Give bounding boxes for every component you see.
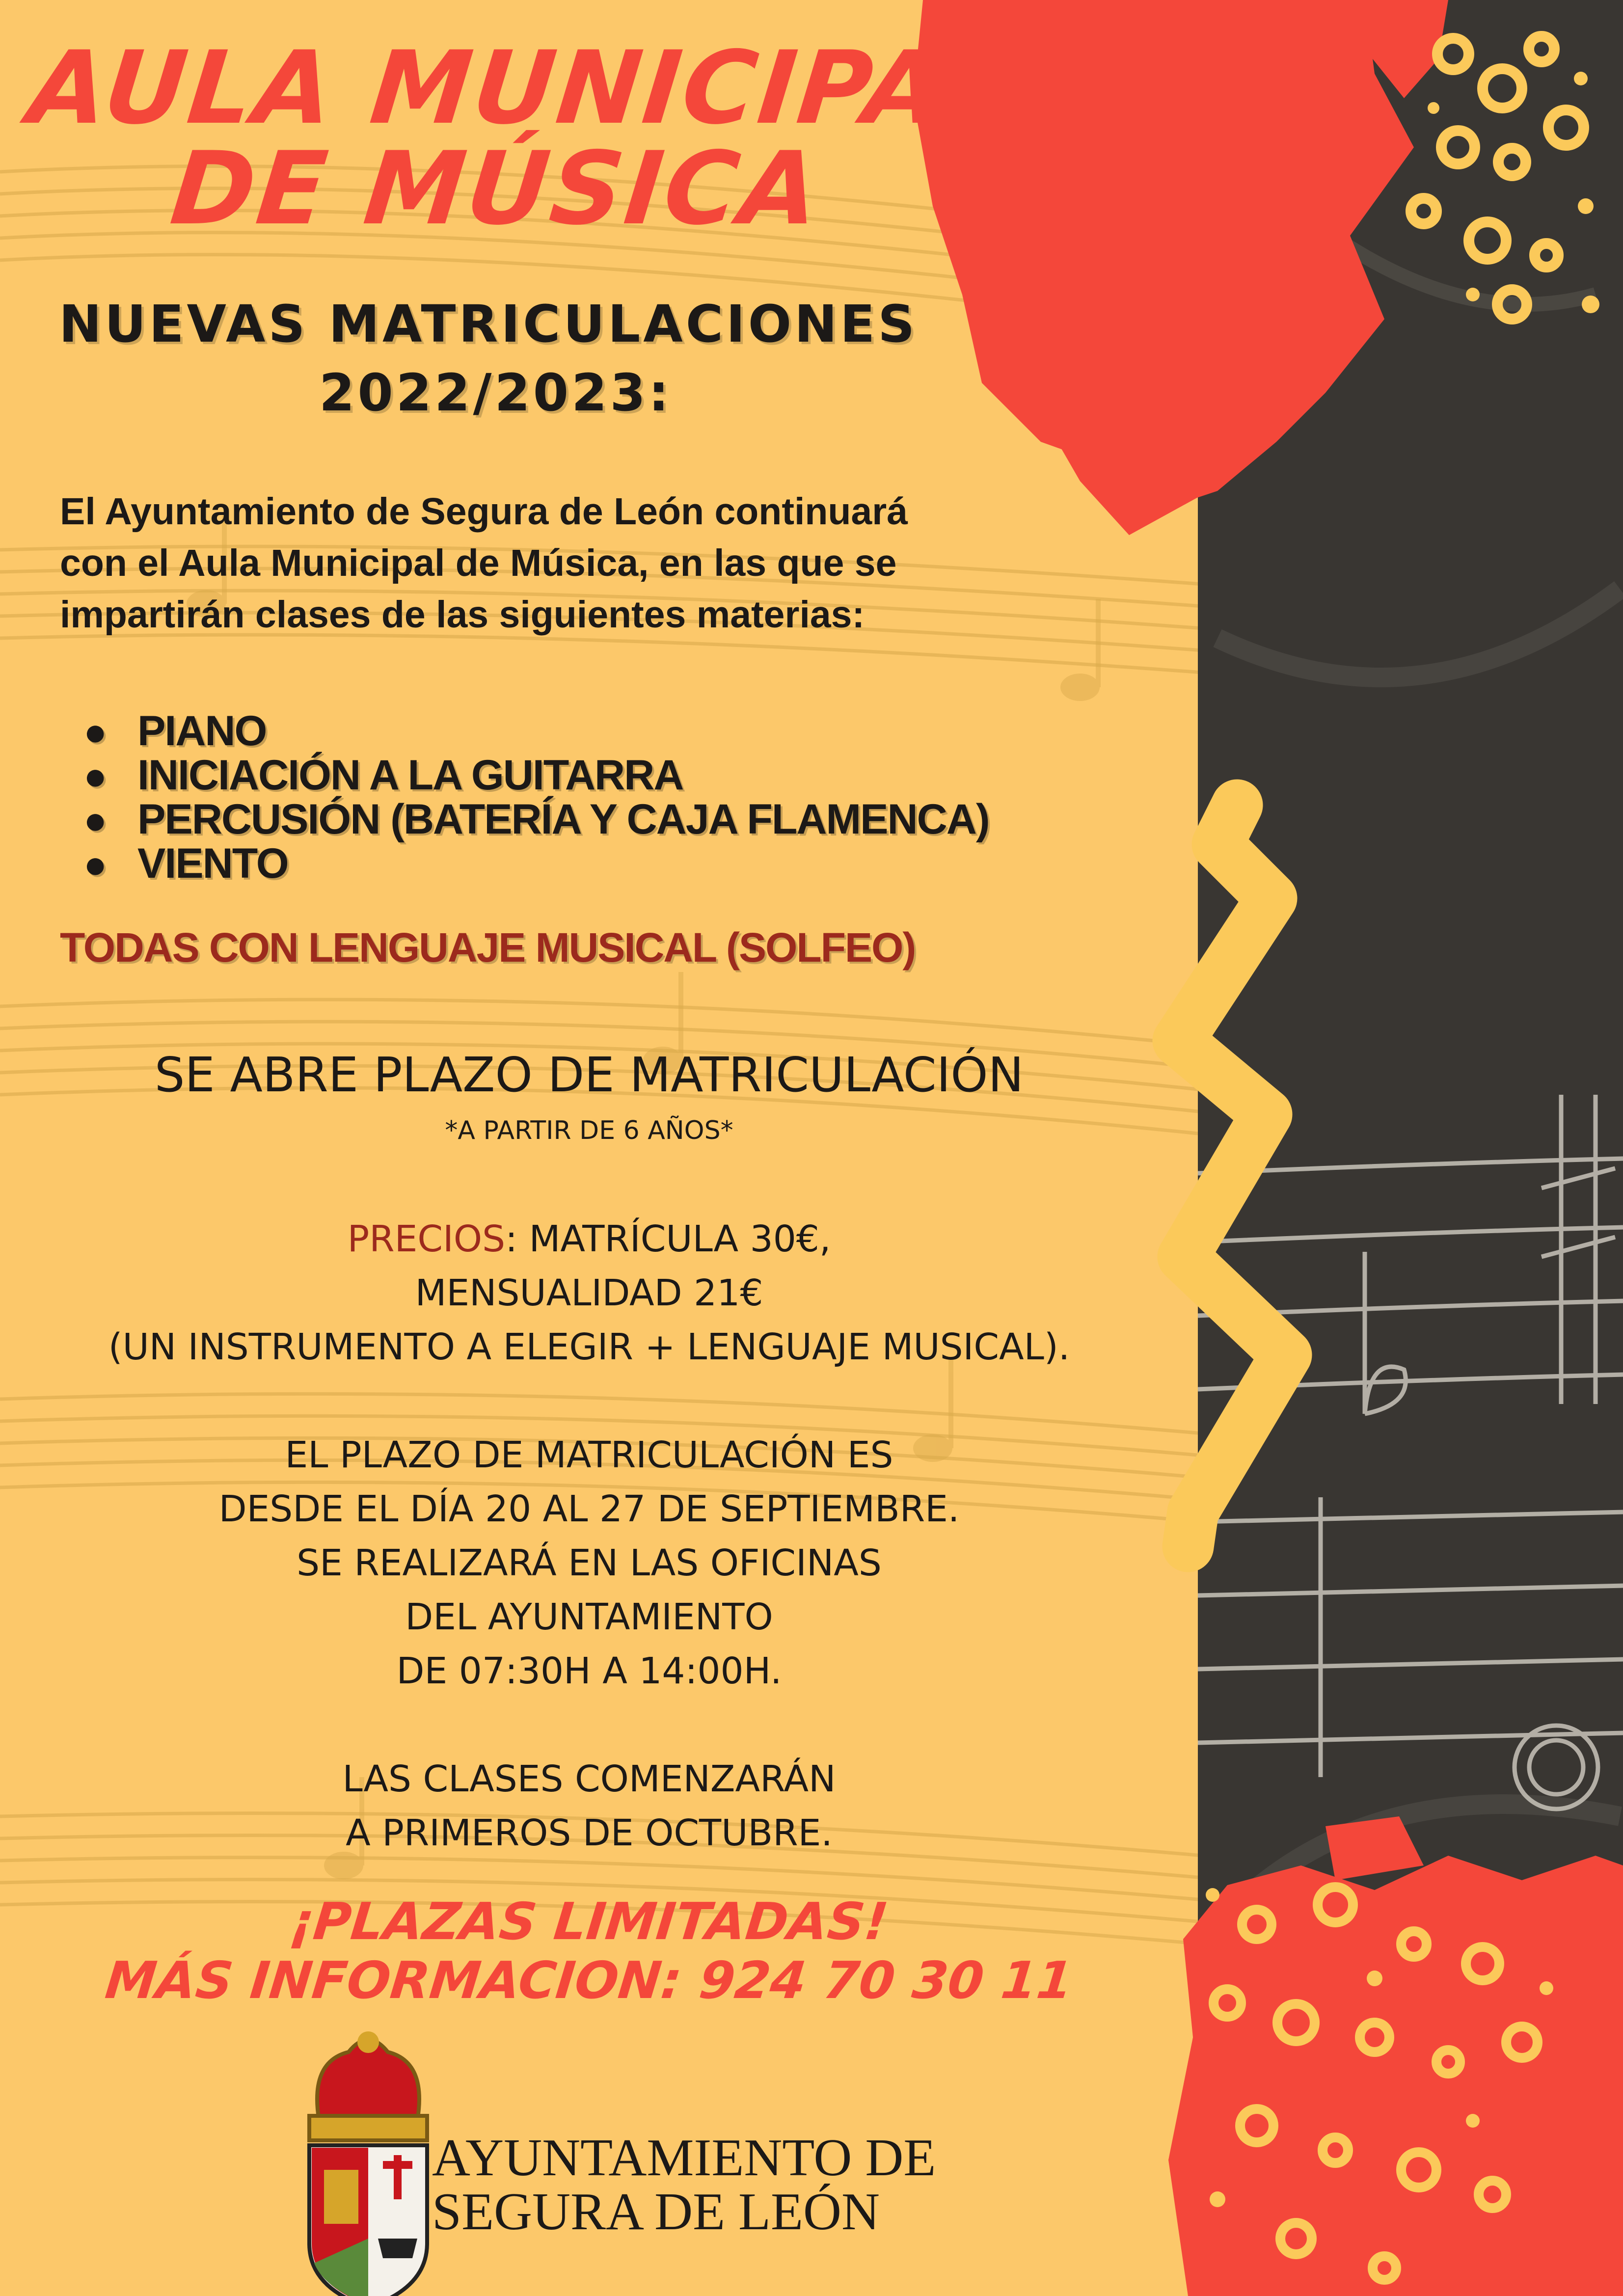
- period-line-3: SE REALIZARÁ EN LAS OFICINAS: [297, 1542, 882, 1584]
- classes-start-line-1: LAS CLASES COMENZARÁN: [342, 1758, 836, 1800]
- period-line-2: DESDE EL DÍA 20 AL 27 DE SEPTIEMBRE.: [218, 1488, 960, 1530]
- subject-item: ● PERCUSIÓN (BATERÍA Y CAJA FLAMENCA): [83, 796, 989, 843]
- intro-line-3: impartirán clases de las siguientes materias:: [60, 594, 865, 636]
- subtitle-line-2: 2022/2023:: [319, 363, 672, 423]
- bullet-icon: ●: [83, 842, 107, 886]
- bullet-icon: ●: [83, 798, 107, 842]
- subject-item: ● VIENTO: [83, 840, 288, 887]
- intro-line-2: con el Aula Municipal de Música, en las que se: [60, 542, 897, 584]
- bullet-icon: ●: [83, 754, 107, 798]
- period-line-4: DEL AYUNTAMIENTO: [405, 1596, 773, 1638]
- all-with-solfeo: TODAS CON LENGUAJE MUSICAL (SOLFEO): [60, 924, 916, 971]
- age-note: *A PARTIR DE 6 AÑOS*: [445, 1116, 733, 1145]
- enrollment-heading: SE ABRE PLAZO DE MATRICULACIÓN: [154, 1047, 1024, 1103]
- bullet-icon: ●: [83, 710, 107, 754]
- prices-registration: : MATRÍCULA 30€,: [505, 1218, 831, 1260]
- subjects-list: [83, 709, 989, 886]
- red-brush-bottom: [1168, 1816, 1623, 2296]
- subject-item: ● PIANO: [83, 707, 267, 755]
- prices-detail: (UN INSTRUMENTO A ELEGIR + LENGUAJE MUSICAL).: [108, 1326, 1070, 1368]
- title-line-1: AULA MUNICIPAL: [23, 30, 1017, 147]
- more-info-phone: MÁS INFORMACION: 924 70 30 11: [102, 1950, 1076, 2010]
- limited-places: ¡PLAZAS LIMITADAS!: [287, 1891, 891, 1951]
- period-line-1: EL PLAZO DE MATRICULACIÓN ES: [285, 1434, 893, 1476]
- period-line-5: DE 07:30H A 14:00H.: [396, 1650, 782, 1692]
- coat-of-arms-icon: [309, 2031, 427, 2296]
- title-line-2: DE MÚSICA: [165, 131, 827, 247]
- logo-line-1: AYUNTAMIENTO DE: [432, 2129, 936, 2187]
- prices-line: [0, 1213, 1178, 1266]
- prices-label: PRECIOS: [347, 1218, 506, 1260]
- prices-monthly: MENSUALIDAD 21€: [415, 1272, 763, 1314]
- classes-start-line-2: A PRIMEROS DE OCTUBRE.: [346, 1812, 833, 1854]
- subtitle-line-1: NUEVAS MATRICULACIONES: [59, 294, 918, 354]
- intro-line-1: El Ayuntamiento de Segura de León continuará: [60, 490, 908, 533]
- logo-line-2: SEGURA DE LEÓN: [432, 2183, 880, 2241]
- subject-item: ● INICIACIÓN A LA GUITARRA: [83, 752, 683, 799]
